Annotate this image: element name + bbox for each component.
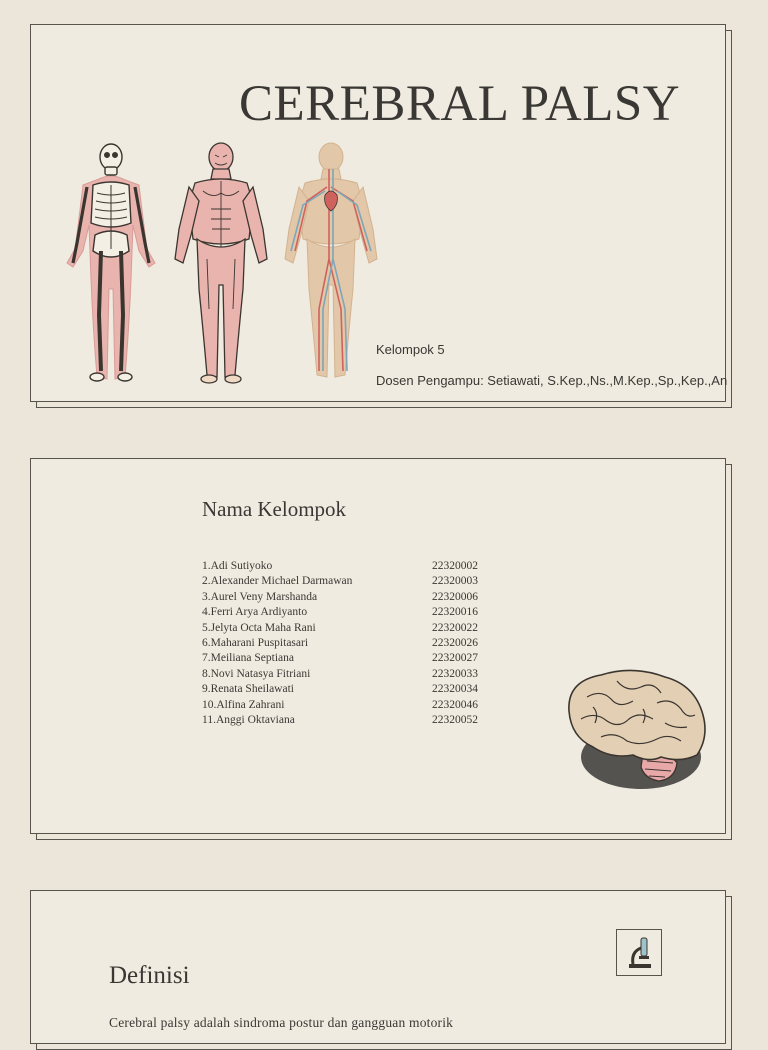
cover-slide <box>30 24 732 408</box>
list-item <box>202 667 492 682</box>
member-nim: 22320022 <box>432 621 478 634</box>
member-name: 11.Anggi Oktaviana <box>202 713 295 726</box>
member-nim: 22320026 <box>432 636 478 649</box>
member-name: 9.Renata Sheilawati <box>202 683 294 696</box>
member-name: 5.Jelyta Octa Maha Rani <box>202 621 316 634</box>
member-name: 3.Aurel Veny Marshanda <box>202 590 318 603</box>
member-nim: 22320034 <box>432 683 478 696</box>
list-item <box>202 682 492 697</box>
list-item <box>202 574 492 589</box>
definition-slide <box>30 890 732 1050</box>
member-name: 10.Alfina Zahrani <box>202 698 285 711</box>
muscle-figure-icon <box>169 139 273 389</box>
cover-title: CEREBRAL PALSY <box>239 76 681 132</box>
member-nim: 22320046 <box>432 698 478 711</box>
members-slide <box>30 458 732 840</box>
list-item <box>202 559 492 574</box>
lecturer-label: Dosen Pengampu: Setiawati, S.Kep.,Ns.,M.Kep.,Sp.,Kep.,An <box>376 373 728 388</box>
member-name: 1.Adi Sutiyoko <box>202 560 273 572</box>
member-nim: 22320002 <box>432 560 478 572</box>
member-name: 4.Ferri Arya Ardiyanto <box>202 606 308 619</box>
member-nim: 22320033 <box>432 667 478 680</box>
group-label: Kelompok 5 <box>376 342 445 357</box>
list-item <box>202 590 492 605</box>
member-nim: 22320052 <box>432 713 478 726</box>
microscope-icon <box>617 930 661 975</box>
definition-text: Cerebral palsy adalah sindroma postur dan gangguan motorik <box>109 1015 454 1030</box>
member-name: 6.Maharani Puspitasari <box>202 636 309 649</box>
list-item <box>202 651 492 666</box>
microscope-badge <box>616 929 662 976</box>
members-title: Nama Kelompok <box>202 497 347 521</box>
skeleton-figure-icon <box>59 139 163 389</box>
list-item <box>202 698 492 713</box>
list-item <box>202 713 492 728</box>
list-item <box>202 621 492 636</box>
member-nim: 22320006 <box>432 590 478 603</box>
members-list <box>202 559 492 728</box>
member-name: 8.Novi Natasya Fitriani <box>202 667 311 680</box>
member-name: 7.Meiliana Septiana <box>202 652 294 665</box>
list-item <box>202 636 492 651</box>
member-nim: 22320027 <box>432 652 478 665</box>
definition-title: Definisi <box>109 962 190 989</box>
slide-paper <box>31 25 728 401</box>
slide-paper <box>31 459 725 833</box>
slide-paper <box>31 891 725 1043</box>
member-nim: 22320016 <box>432 606 478 619</box>
member-nim: 22320003 <box>432 575 478 588</box>
brain-illustration-icon <box>557 667 713 795</box>
circulatory-figure-icon <box>281 139 381 389</box>
member-name: 2.Alexander Michael Darmawan <box>202 575 353 588</box>
list-item <box>202 605 492 620</box>
